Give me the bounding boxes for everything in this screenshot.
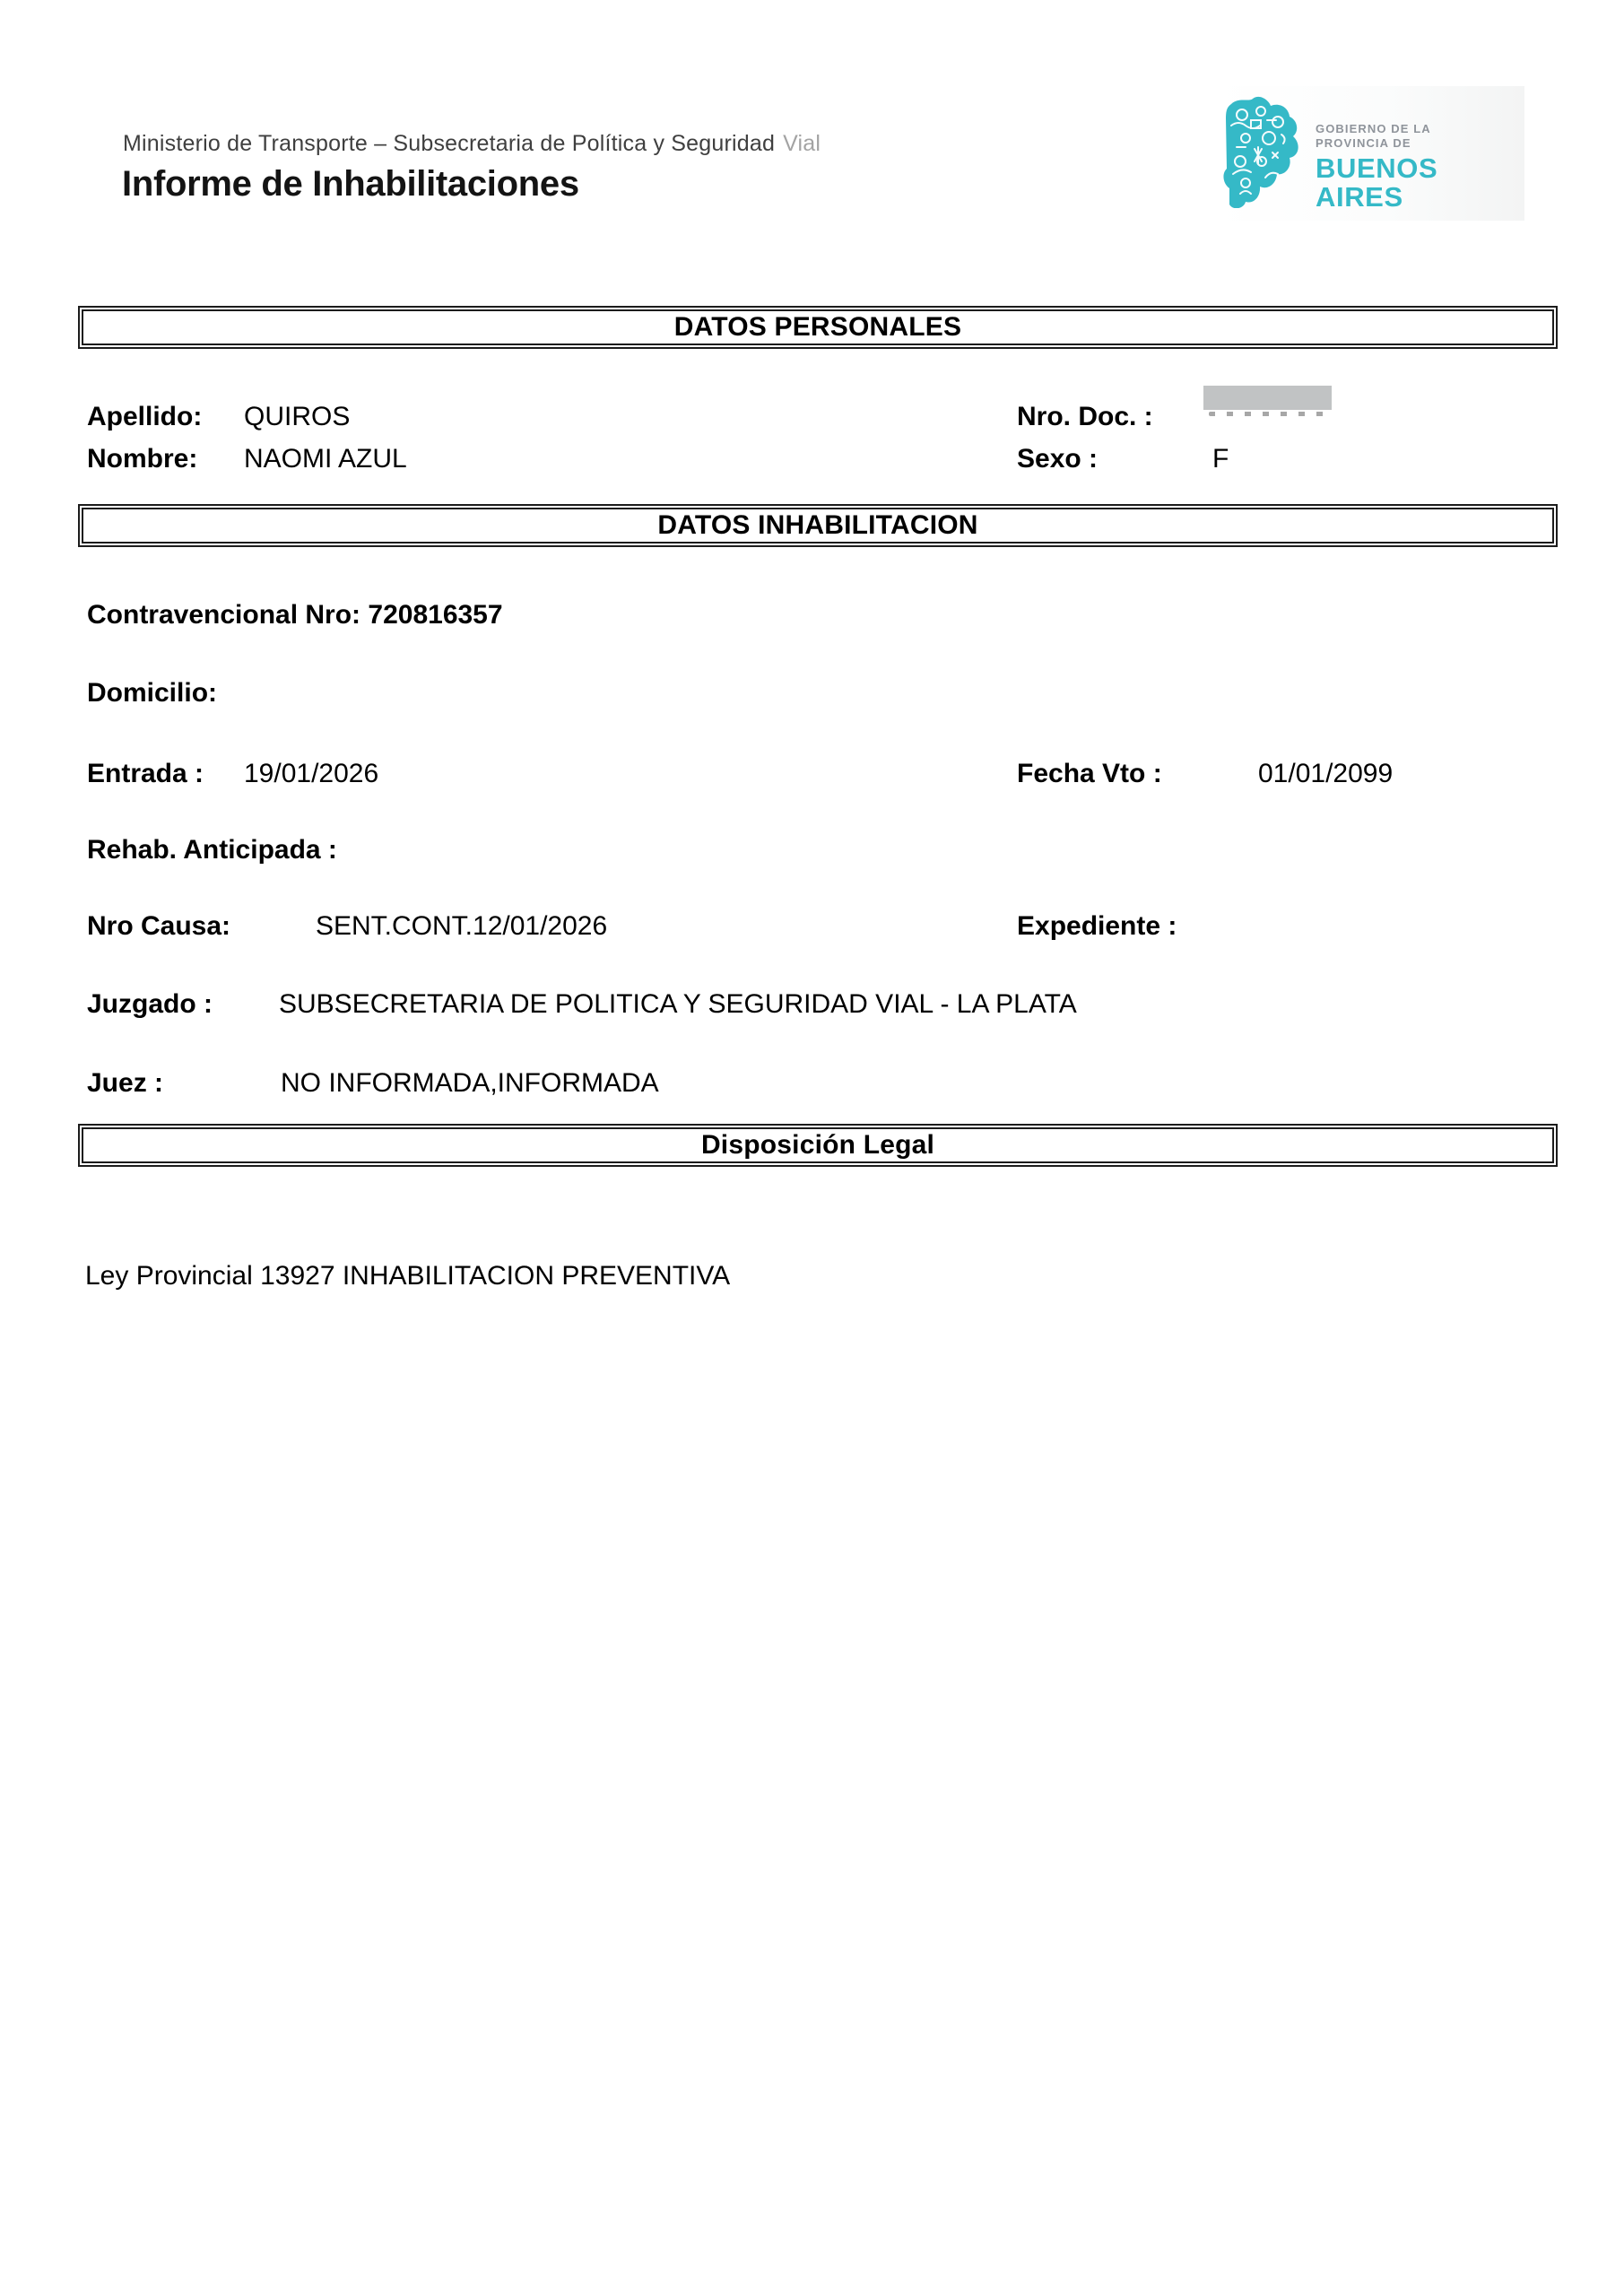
- contravencional-row: [87, 599, 503, 631]
- nro-causa-value: SENT.CONT.12/01/2026: [316, 911, 608, 941]
- juez-label: Juez :: [87, 1068, 164, 1098]
- sexo-label: Sexo :: [1017, 444, 1099, 474]
- apellido-label: Apellido:: [87, 402, 203, 431]
- ministry-subtitle: [123, 131, 821, 157]
- page-title: Informe de Inhabilitaciones: [122, 164, 579, 204]
- section-disposicion-legal: [78, 1124, 1558, 1167]
- nombre-label: Nombre:: [87, 444, 198, 474]
- disposicion-legal-text: Ley Provincial 13927 INHABILITACION PREVENTIVA: [85, 1261, 731, 1291]
- entrada-value: 19/01/2026: [244, 759, 379, 788]
- nombre-value: NAOMI AZUL: [244, 444, 407, 474]
- fecha-vto-label: Fecha Vto :: [1017, 759, 1162, 788]
- rehab-anticipada-label: Rehab. Anticipada :: [87, 835, 337, 865]
- logo-gov-line1: GOBIERNO DE LA: [1316, 122, 1431, 135]
- ministry-subtitle-light-text: Vial: [783, 131, 821, 156]
- juzgado-label: Juzgado :: [87, 989, 213, 1019]
- section-datos-personales-title: DATOS PERSONALES: [82, 309, 1554, 345]
- buenos-aires-logo: [1216, 86, 1524, 221]
- logo-name-line2: AIRES: [1316, 181, 1403, 213]
- ministry-subtitle-text: Ministerio de Transporte – Subsecretaria de Política y Seguridad: [123, 131, 776, 156]
- sexo-value: F: [1212, 444, 1229, 474]
- section-datos-personales: [78, 306, 1558, 349]
- domicilio-label: Domicilio:: [87, 678, 218, 708]
- expediente-label: Expediente :: [1017, 911, 1177, 941]
- entrada-label: Entrada :: [87, 759, 204, 788]
- nro-doc-redaction-box: [1203, 386, 1332, 410]
- logo-wordmark: [1316, 122, 1437, 211]
- province-map-icon: [1218, 95, 1302, 208]
- apellido-value: QUIROS: [244, 402, 351, 431]
- fecha-vto-value: 01/01/2099: [1258, 759, 1394, 788]
- nro-doc-redaction-remnant: [1209, 412, 1325, 416]
- logo-name-line1: BUENOS: [1316, 152, 1438, 184]
- section-datos-inhabilitacion: [78, 504, 1558, 547]
- juzgado-value: SUBSECRETARIA DE POLITICA Y SEGURIDAD VIAL - LA PLATA: [279, 989, 1077, 1019]
- logo-gov-line2: PROVINCIA DE: [1316, 136, 1411, 150]
- juez-value: NO INFORMADA,INFORMADA: [281, 1068, 659, 1098]
- nro-causa-label: Nro Causa:: [87, 911, 231, 941]
- section-datos-inhabilitacion-title: DATOS INHABILITACION: [82, 508, 1554, 544]
- contravencional-label: Contravencional Nro:: [87, 600, 361, 630]
- contravencional-value: 720816357: [368, 600, 503, 630]
- section-disposicion-legal-title: Disposición Legal: [82, 1127, 1554, 1163]
- nro-doc-label: Nro. Doc. :: [1017, 402, 1153, 431]
